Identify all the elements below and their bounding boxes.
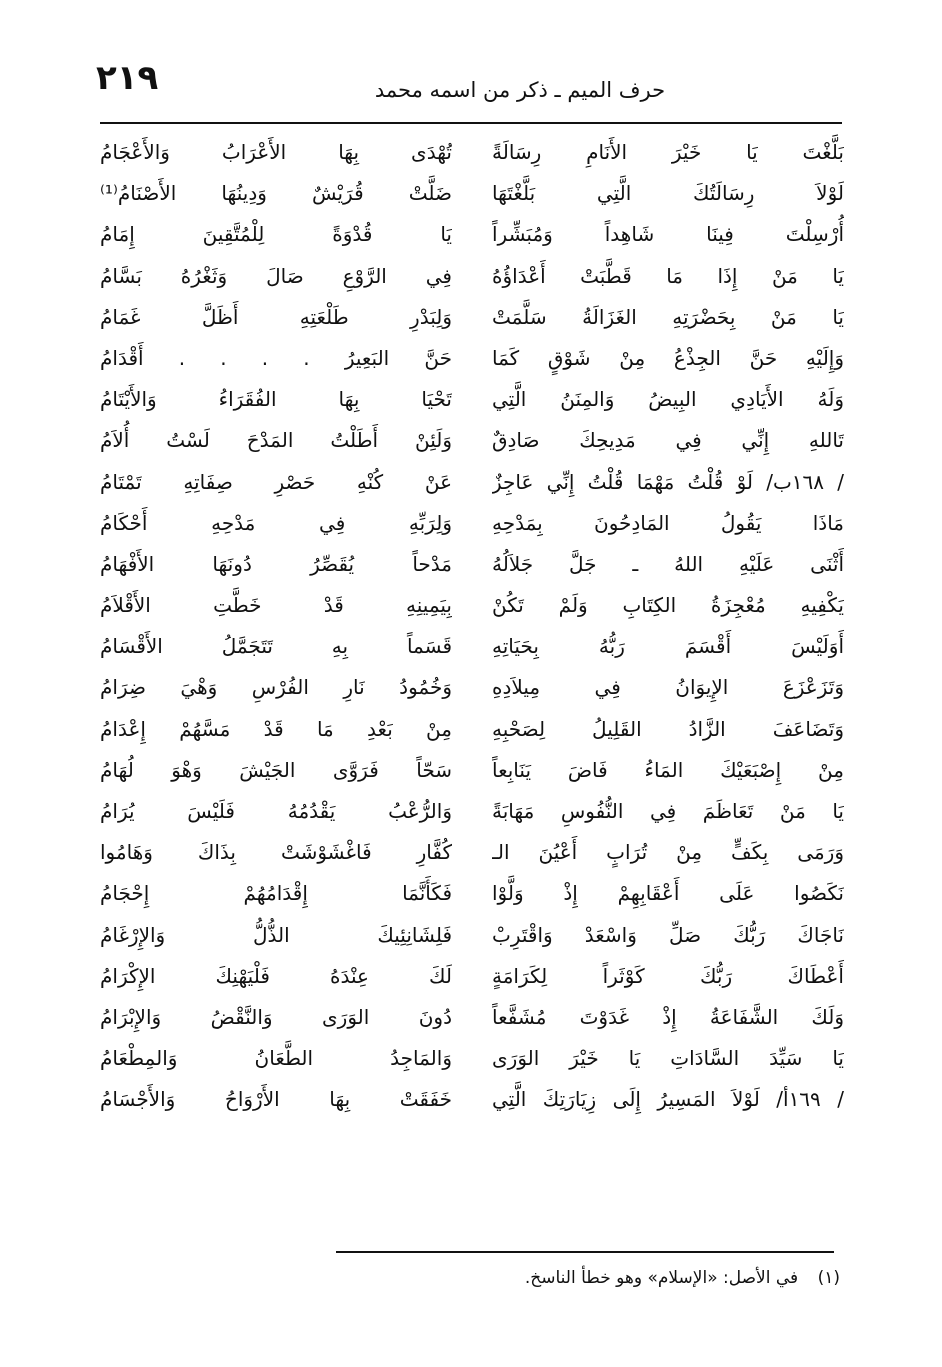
- verse-line: تَحْيَا بِهَا الفُقَرَاءُ وَالأَيْتَامُ: [100, 387, 452, 412]
- verse-line: دُونَ الوَرَى وَالنَّقْضُ وَالإِبْرَامُ: [100, 1004, 452, 1029]
- verse-line: فِي الرَّوْعِ صَالَ وَثَغْرُهُ بَسَّامُ: [100, 263, 452, 288]
- verse-line: أَعْطَاكَ رَبُّكَ كَوْثَراً لِكَرَامَةٍ: [492, 963, 844, 988]
- verse-line: يَكْفِيهِ مُعْجِزَةُ الكِتَابِ وَلَمْ تَكُنْ: [492, 593, 844, 618]
- verse-line: يَا مَنْ تَعَاظَمَ فِي النُّفُوسِ مَهَابَةً: [492, 799, 844, 823]
- header-rule: [100, 122, 842, 124]
- running-head: حرف الميم ـ ذكر من اسمه محمد: [374, 78, 666, 102]
- right-hemistich-column: [492, 132, 844, 1121]
- verse-line: تَاللهِ إِنِّي فِي مَدِيحِكَ صَادِقٌ: [492, 428, 844, 453]
- verse-line: / ١٦٩أ/ لَوْلاَ المَسِيرُ إِلَى زِيَارَتِكَ الَّتِي: [492, 1087, 844, 1112]
- verse-line: فَكَأَنَّمَا إِقْدَامُهُمْ إِحْجَامُ: [100, 881, 452, 906]
- verse-line: حَنَّ البَعِيرُ . . . . أَقْدَامُ: [100, 345, 452, 370]
- verse-line: نَاجَاكَ رَبُّكَ صَلِّ وَاسْعَدْ وَاقْتَرِبْ: [492, 922, 844, 947]
- verse-line: مَدْحاً يُقَصِّرُ دُونَهَا الأَفْهَامُ: [100, 551, 452, 576]
- verse-line: يَا سَيِّدَ السَّادَاتِ يَا خَيْرَ الوَرَى: [492, 1046, 844, 1071]
- verse-line: عَنْ كُنْهِ حَصْرِ صِفَاتِهِ تَمْتَامُ: [100, 469, 452, 494]
- verse-line: أَثْنَى عَلَيْهِ اللهُ ـ جَلَّ جَلاَلُهُ: [492, 551, 844, 576]
- verse-line: فَلِشَانِئِيكَ الذُّلُّ وَالإِرْغَامُ: [100, 922, 452, 947]
- verse-line: كُفَّارِ فَاغْشَوْشَتْ بِذَاكَ وَهَامُوا: [100, 840, 452, 865]
- verse-line: وَلِرَبِّهِ فِي مَدْحِهِ أَحْكَامُ: [100, 510, 452, 535]
- verse-line: سَحّاً فَرَوَّى الجَيْشَ وَهْوَ لُهَامُ: [100, 757, 452, 782]
- verse-line: وَتَضَاعَفَ الزَّادُ القَلِيلُ لِصَحْبِهِ: [492, 716, 844, 741]
- verse-line: بِيَمِينِهِ قَدْ خَطَّتِ الأَقْلاَمُ: [100, 593, 452, 618]
- footnote: [340, 1268, 840, 1288]
- verse-line: لَكَ عِنْدَهُ فَلْيَهْنِكَ الإِكْرَامُ: [100, 963, 452, 988]
- verse-line: بَلَّغْتَ يَا خَيْرَ الأَنَامِ رِسَالَةً: [492, 140, 844, 164]
- verse-line: يَا مَنْ إِذَا مَا قَطَّبَتْ أَعْدَاؤُهُ: [492, 263, 844, 288]
- footnote-text: في الأصل: «الإسلام» وهو خطأ الناسخ.: [524, 1268, 799, 1288]
- left-hemistich-column: [100, 132, 452, 1121]
- verse-line: لَوْلاَ رِسَالَتُكَ الَّتِي بَلَّغْتَهَا: [492, 181, 844, 206]
- verse-line: وَلَهُ الأَيَادِي البِيضُ وَالمِنَنُ الَّتِي: [492, 387, 844, 412]
- verse-line: وَالرُّعْبُ يَقْدُمُهُ فَلَيْسَ يُرَامُ: [100, 799, 452, 823]
- verse-line: أُرْسِلْتَ فِينَا شَاهِداً وَمُبَشِّراً: [492, 222, 844, 247]
- verse-line: وَلِبَدْرِ طَلْعَتِهِ أَظَلَّ غَمَامُ: [100, 304, 452, 329]
- verse-line: مِنْ إِصْبَعَيْكَ المَاءُ فَاضَ يَنَابِعاً: [492, 757, 844, 782]
- verse-line: قَسَماً بِهِ تَتَجَمَّلُ الأَقْسَامُ: [100, 634, 452, 659]
- verse-line: وَلَئِنْ أَطَلْتُ المَدْحَ لَسْتُ أُلاَمُ: [100, 428, 452, 453]
- verse-line: وَرَمَى بِكَفٍّ مِنْ تُرَابٍ أَعْيُنَ الـ: [492, 840, 844, 865]
- verse-line: ضَلَّتْ قُرَيْشٌ وَدِينُهَا الأَصْنَامُ⁽¹⁾: [100, 181, 452, 206]
- verse-line: / ١٦٨ب/ لَوْ قُلْتُ مَهْمَا قُلْتُ إِنِّي عَاجِزٌ: [492, 469, 844, 494]
- verse-line: مِنْ بَعْدِ مَا قَدْ مَسَّهُمْ إِعْدَامُ: [100, 716, 452, 741]
- verse-line: وَتَزَعْزَعَ الإِيوَانُ فِي مِيلاَدِهِ: [492, 675, 844, 700]
- verse-line: وَالمَاجِدُ الطَّعَانُ وَالمِطْعَامُ: [100, 1046, 452, 1071]
- verse-line: وَإِلَيْهِ حَنَّ الجِذْعُ مِنْ شَوْقٍ كَمَا: [492, 345, 844, 370]
- verse-line: خَفَقَتْ بِهَا الأَرْوَاحُ وَالأَجْسَامُ: [100, 1087, 452, 1112]
- footnote-marker: (١): [817, 1268, 840, 1288]
- verse-line: وَلَكَ الشَّفَاعَةُ إِذْ غَدَوْتَ مُشَفَّعاً: [492, 1004, 844, 1029]
- verse-line: تُهْدَى بِهَا الأَعْرَابُ وَالأَعْجَامُ: [100, 140, 452, 164]
- verse-line: يَا قُدْوَةً لِلْمُتَّقِينَ إِمَامُ: [100, 222, 452, 247]
- page-number: ٢١٩: [96, 58, 159, 98]
- verse-line: أَوَلَيْسَ أَقْسَمَ رَبُّهُ بِحَيَاتِهِ: [492, 634, 844, 659]
- verse-line: مَاذَا يَقُولُ المَادِحُونَ بِمَدْحِهِ: [492, 510, 844, 535]
- verse-line: نَكَصُوا عَلَى أَعْقَابِهِمْ إِذْ وَلَّوْا: [492, 881, 844, 906]
- footnote-rule: [336, 1251, 834, 1253]
- verse-line: يَا مَنْ بِحَضْرَتِهِ الغَزَالَةُ سَلَّمَتْ: [492, 304, 844, 329]
- verse-line: وَخُمُودُ نَارِ الفُرْسِ وَهْيَ ضِرَامُ: [100, 675, 452, 700]
